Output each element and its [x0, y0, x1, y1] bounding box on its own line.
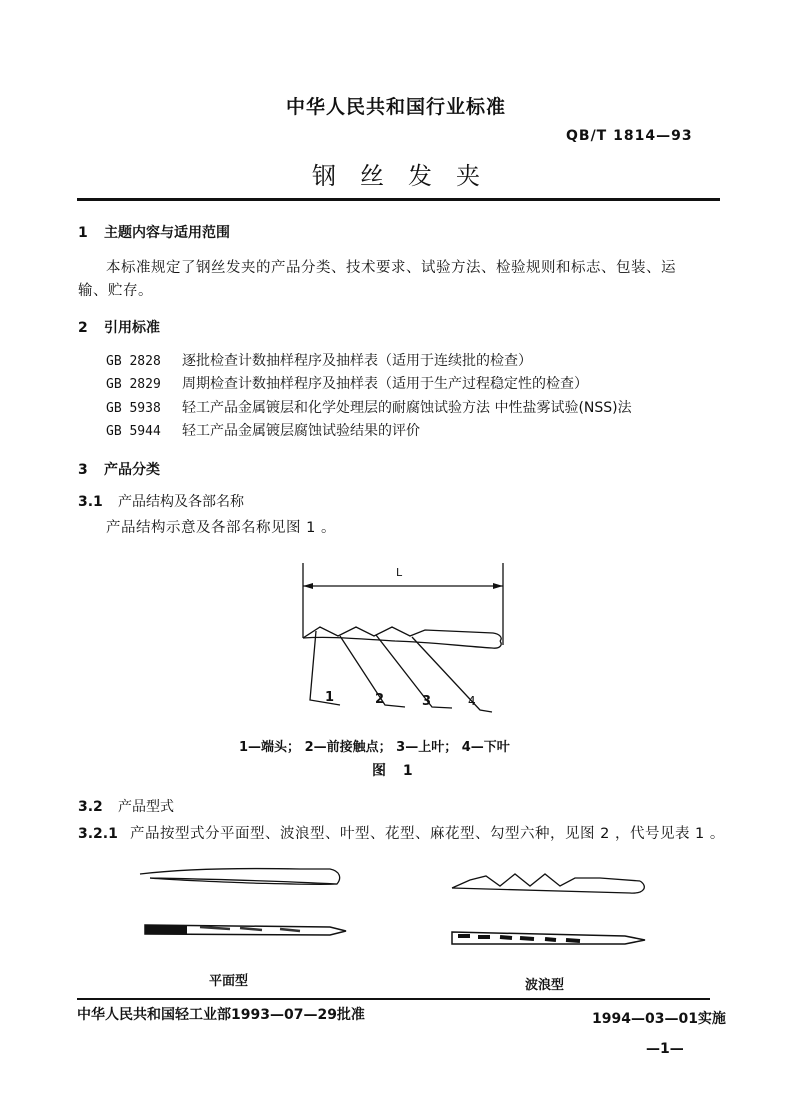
subsection-3-2-title: 产品型式	[118, 799, 174, 815]
organization-heading: 中华人民共和国行业标准	[285, 96, 506, 118]
reference-code: GB 2828	[106, 354, 161, 369]
wave-type-top-view	[452, 932, 645, 944]
reference-code: GB 5938	[106, 401, 161, 416]
section-2-number: 2	[78, 320, 88, 336]
section-1-number: 1	[78, 225, 88, 241]
approval-line: 中华人民共和国轻工业部1993—07—29批准	[77, 1007, 365, 1023]
part-number-2: 2	[375, 692, 385, 707]
flat-type-top-view	[145, 925, 346, 935]
subsection-3-1-number: 3.1	[78, 494, 103, 510]
reference-title: 轻工产品金属镀层腐蚀试验结果的评价	[182, 423, 420, 439]
section-1-body-line-2: 输、贮存。	[78, 283, 153, 299]
reference-title: 周期检查计数抽样程序及抽样表（适用于生产过程稳定性的检查）	[182, 376, 588, 392]
dimension-label: L	[396, 566, 403, 579]
flat-type-side-view	[140, 869, 340, 885]
figure-1-caption: 1—端头； 2—前接触点； 3—上叶； 4—下叶	[239, 740, 510, 755]
reference-title: 逐批检查计数抽样程序及抽样表（适用于连续批的检查）	[182, 353, 532, 369]
reference-title: 轻工产品金属镀层和化学处理层的耐腐蚀试验方法 中性盐雾试验(NSS)法	[182, 400, 632, 416]
section-3-number: 3	[78, 462, 88, 478]
reference-code: GB 2829	[106, 377, 161, 392]
wave-type-side-view	[452, 874, 644, 893]
footer-divider	[77, 998, 710, 1000]
subsection-3-2-1-body: 产品按型式分平面型、波浪型、叶型、花型、麻花型、勾型六种，见图 2 ，代号见表 1 。	[130, 826, 725, 842]
effective-date: 1994—03—01实施	[592, 1011, 726, 1027]
wave-type-label: 波浪型	[525, 978, 565, 993]
part-number-1: 1	[325, 690, 335, 705]
standard-code: QB/T 1814—93	[566, 128, 693, 144]
subsection-3-1-body: 产品结构示意及各部名称见图 1 。	[106, 520, 336, 536]
section-2-title: 引用标准	[104, 320, 160, 336]
section-1-body-line-1: 本标准规定了钢丝发夹的产品分类、技术要求、试验方法、检验规则和标志、包装、运	[106, 260, 676, 276]
subsection-3-2-1-number: 3.2.1	[78, 826, 118, 842]
section-1-title: 主题内容与适用范围	[104, 225, 230, 241]
page-number: —1—	[646, 1041, 684, 1057]
part-number-3: 3	[422, 694, 432, 709]
reference-code: GB 5944	[106, 424, 161, 439]
flat-type-label: 平面型	[209, 974, 249, 989]
subsection-3-2-number: 3.2	[78, 799, 103, 815]
part-number-4: 4	[468, 694, 476, 708]
section-3-title: 产品分类	[104, 462, 160, 478]
figure-1-label: 图 1	[372, 763, 419, 779]
document-title: 钢丝发夹	[312, 162, 504, 190]
subsection-3-1-title: 产品结构及各部名称	[118, 494, 244, 510]
